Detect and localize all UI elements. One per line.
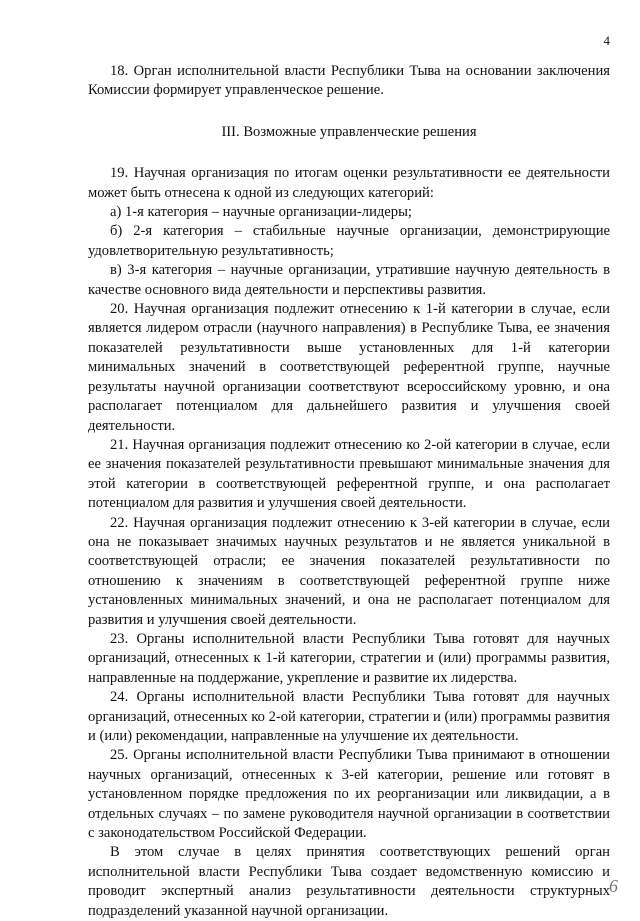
- list-item-b: б) 2-я категория – стабильные научные организации, демонстрирующие удовлетворительную результативность;: [88, 223, 610, 259]
- paragraph-23: 23. Органы исполнительной власти Республики Тыва готовят для научных организаций, отнесенных к 1-й категории, стратегии и (или) программы развития, направленные на поддержание, укрепление и развитие их лидерства.: [88, 630, 610, 686]
- paragraph-18: 18. Орган исполнительной власти Республики Тыва на основании заключения Комиссии формирует управленческое решение.: [88, 63, 610, 99]
- paragraph-closing: В этом случае в целях принятия соответствующих решений орган исполнительной власти Республики Тыва создает ведомственную комиссию и проводит экспертный анализ результативности деятельности структурных подразделений указанной научной организации.: [88, 844, 610, 919]
- page-number: 4: [603, 33, 610, 48]
- section-title: III. Возможные управленческие решения: [221, 123, 477, 140]
- list-item-a: а) 1-я категория – научные организации-лидеры;: [110, 204, 412, 221]
- corner-mark: 6: [609, 876, 618, 896]
- paragraph-21: 21. Научная организация подлежит отнесению ко 2-ой категории в случае, если ее значения показателей результативности превышают минимальные значения для этой категории в соответствующей референтной группе, и она располагает потенциалом для развития и улучшения своей деятельности.: [88, 436, 610, 512]
- paragraph-19: 19. Научная организация по итогам оценки результативности ее деятельности может быть отнесена к одной из следующих категорий:: [88, 165, 610, 201]
- paragraph-24: 24. Органы исполнительной власти Республики Тыва готовят для научных организаций, отнесенных ко 2-ой категории, стратегии и (или) программы развития и (или) рекомендации, направленные на улучшение их деятельности.: [88, 689, 610, 744]
- document-body: [88, 62, 610, 921]
- paragraph-22: 22. Научная организация подлежит отнесению к 3-ей категории в случае, если она не показывает значимых научных результатов и не является уникальной в соответствующей отрасли; ее значения показателей результативности по отношению к значениям в соответствующей референтной группе ниже установленных минимальных значений, и она не располагает потенциалом для развития и улучшения своей деятельности.: [88, 514, 610, 628]
- list-item-c: в) 3-я категория – научные организации, утратившие научную деятельность в качестве основного вида деятельности и перспективы развития.: [88, 262, 610, 298]
- paragraph-25: 25. Органы исполнительной власти Республики Тыва принимают в отношении научных организаций, отнесенных к 3-ей категории, решение или готовят в установленном порядке предложения по их реорганизации или ликвидации, а в отдельных случаях – по замене руководителя научной организации в соответствии с законодательством Российской Федерации.: [88, 747, 610, 842]
- paragraph-20: 20. Научная организация подлежит отнесению к 1-й категории в случае, если является лидером отрасли (научного направления) в Республике Тыва, ее значения показателей результативности выше установленных для 1-й категории минимальных значений в соответствующей референтной группе, научные результаты научной организации соответствуют всероссийскому уровню, и она располагает потенциалом для дальнейшего развития и улучшения своей деятельности.: [88, 301, 610, 434]
